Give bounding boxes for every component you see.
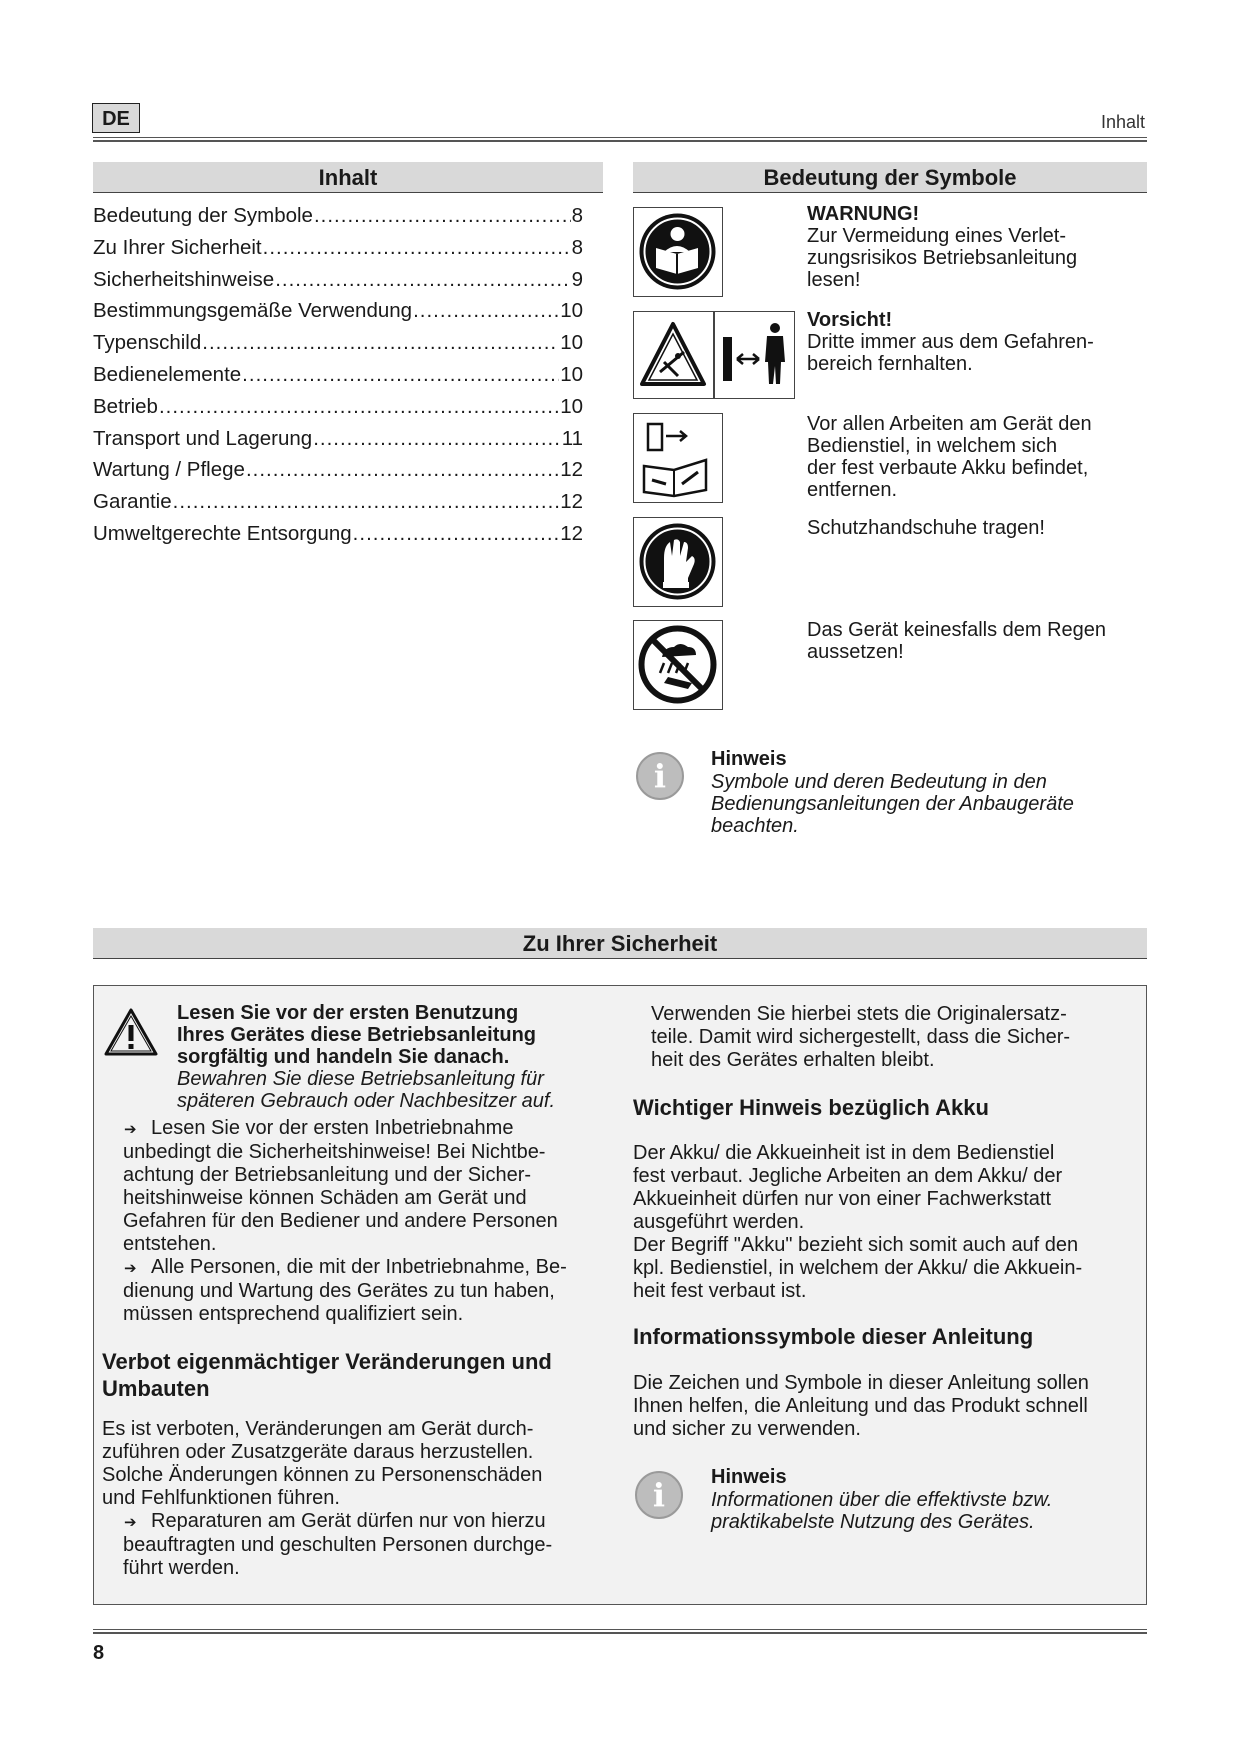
keep-away-icon [633, 311, 795, 399]
remove-handle-text: Vor allen Arbeiten am Gerät den Bedienstiel, in welchem sich der fest verbaute Akku befindet, entfernen. [807, 413, 1092, 501]
safety-bullets-block [123, 1117, 623, 1326]
toc-entry[interactable]: Garantie ..... 12 [93, 490, 583, 522]
gloves-text: Schutzhandschuhe tragen! [807, 517, 1045, 539]
safety-intro [177, 1002, 617, 1112]
language-badge: DE [92, 103, 140, 133]
toc-entry[interactable]: Typenschild ..... 10 [93, 331, 583, 363]
no-rain-icon [633, 620, 723, 710]
toc-entry[interactable]: Zu Ihrer Sicherheit ..... 8 [93, 236, 583, 268]
bullet-continuation: dienung und Wartung des Gerätes zu tun haben, müssen entsprechend qualifiziert sein. [123, 1280, 555, 1325]
safety-note [711, 1466, 1131, 1533]
akku-heading: Wichtiger Hinweis bezüglich Akku [633, 1095, 989, 1120]
safety-intro-italic: Bewahren Sie diese Betriebsanleitung für späteren Gebrauch oder Nachbesitzer auf. [177, 1068, 555, 1112]
remove-handle-icon [633, 413, 723, 503]
arrow-right-icon: ➔ [124, 1120, 137, 1138]
safety-box [93, 985, 1147, 1605]
toc-entry[interactable]: Sicherheitshinweise ..... 9 [93, 268, 583, 300]
note-title: Hinweis [711, 1466, 787, 1488]
running-title: Inhalt [1100, 112, 1145, 132]
info-icon: i [636, 752, 684, 800]
safety-title: Zu Ihrer Sicherheit [93, 928, 1147, 959]
toc-title: Inhalt [93, 162, 603, 193]
akku-text: Der Akku/ die Akkueinheit ist in dem Bedienstiel fest verbaut. Jegliche Arbeiten an dem Akku/ der Akkueinheit dürfen nur von einer Fachwerkstatt ausgeführt werden. Der Begriff "Akku" bezieht sich somit auch auf den kpl. Bedienstiel, in welchem der Akku/ die Akkuein- heit fest verbaut ist. [633, 1142, 1083, 1302]
page-number: 8 [93, 1642, 105, 1664]
note-body: Informationen über die effektivste bzw. praktikabelste Nutzung des Gerätes. [711, 1489, 1053, 1533]
bullet-continuation: beauftragten und geschulten Personen durchge- führt werden. [123, 1534, 553, 1579]
modifications-heading: Verbot eigenmächtiger Veränderungen und Umbauten [102, 1349, 552, 1401]
bullet-item: ➔ Alle Personen, die mit der Inbetriebnahme, Be- [124, 1256, 567, 1278]
warning-triangle-icon [102, 1006, 160, 1058]
note-title: Hinweis [711, 748, 787, 770]
arrow-right-icon: ➔ [124, 1513, 137, 1531]
footer-rule [93, 1629, 1147, 1634]
toc-entry[interactable]: Bestimmungsgemäße Verwendung ..... 10 [93, 299, 583, 331]
caution-body: Dritte immer aus dem Gefahren- bereich fernhalten. [807, 331, 1094, 375]
repair-bullet-block [123, 1510, 623, 1580]
caution-symbol-text [807, 309, 1137, 375]
info-symbols-text: Die Zeichen und Symbole in dieser Anleitung sollen Ihnen helfen, die Anleitung und das Produkt schnell und sicher zu verwenden. [633, 1372, 1089, 1440]
toc-entry[interactable]: Bedienelemente ..... 10 [93, 363, 583, 395]
no-rain-text: Das Gerät keinesfalls dem Regen aussetzen! [807, 619, 1107, 663]
modifications-text: Es ist verboten, Veränderungen am Gerät durch- zuführen oder Zusatzgeräte daraus herzustellen. Solche Änderungen können zu Personenschäden und Fehlfunktionen führen. [102, 1418, 543, 1509]
caution-title: Vorsicht! [807, 309, 893, 331]
note-body: Symbole und deren Bedeutung in den Bedienungsanleitungen der Anbaugeräte beachten. [711, 771, 1074, 837]
toc-entry[interactable]: Transport und Lagerung ..... 11 [93, 427, 583, 459]
header-rule [93, 137, 1147, 142]
arrow-right-icon: ➔ [124, 1259, 137, 1277]
bullet-item: ➔ Lesen Sie vor der ersten Inbetriebnahme [124, 1117, 514, 1139]
warning-symbol-text [807, 203, 1137, 291]
read-manual-icon [633, 207, 723, 297]
symbols-title: Bedeutung der Symbole [633, 162, 1147, 193]
symbols-note [711, 748, 1141, 837]
safety-intro-bold: Lesen Sie vor der ersten Benutzung Ihres Gerätes diese Betriebsanleitung sorgfältig und handeln Sie danach. [177, 1002, 537, 1068]
warning-body: Zur Vermeidung eines Verlet- zungsrisikos Betriebsanleitung lesen! [807, 225, 1078, 291]
toc-entry[interactable]: Betrieb ..... 10 [93, 395, 583, 427]
table-of-contents [93, 204, 583, 554]
toc-entry[interactable]: Bedeutung der Symbole ..... 8 [93, 204, 583, 236]
info-symbols-heading: Informationssymbole dieser Anleitung [633, 1324, 1034, 1349]
warning-title: WARNUNG! [807, 203, 920, 225]
bullet-continuation: unbedingt die Sicherheitshinweise! Bei Nichtbe- achtung der Betriebsanleitung und der Sicher- heitshinweise können Schäden am Gerät und Gefahren für den Bediener und andere Personen entstehen. [123, 1141, 558, 1255]
bullet-item: ➔ Reparaturen am Gerät dürfen nur von hierzu [124, 1510, 546, 1532]
info-icon: i [635, 1471, 683, 1519]
toc-entry[interactable]: Wartung / Pflege ..... 12 [93, 458, 583, 490]
gloves-icon [633, 517, 723, 607]
spare-parts-text: Verwenden Sie hierbei stets die Originalersatz- teile. Damit wird sichergestellt, dass die Sicher- heit des Gerätes erhalten bleibt. [651, 1003, 1071, 1071]
toc-entry[interactable]: Umweltgerechte Entsorgung ..... 12 [93, 522, 583, 554]
